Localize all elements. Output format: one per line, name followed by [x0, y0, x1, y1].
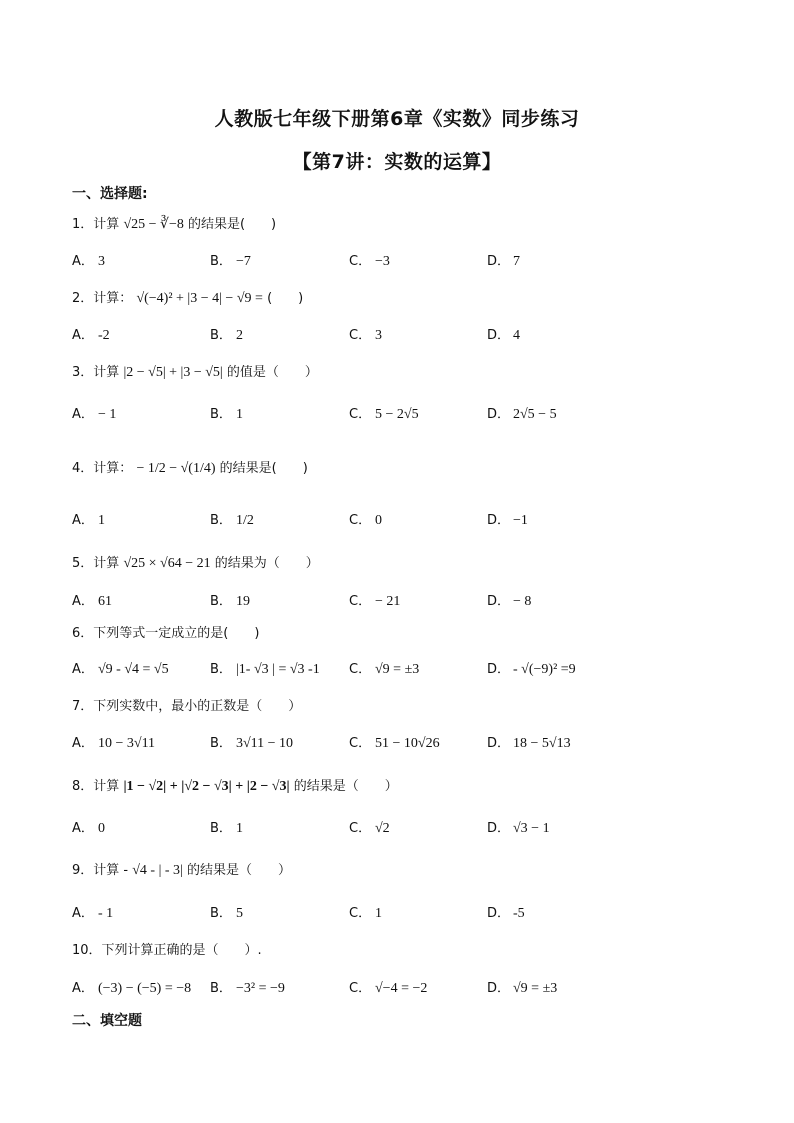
- option-a[interactable]: A． 61: [72, 594, 112, 609]
- question-3: [72, 361, 318, 381]
- question-expression: √25 × √64 − 21: [123, 556, 211, 571]
- question-number: 7．: [72, 699, 94, 714]
- option-d[interactable]: D． −1: [487, 513, 528, 528]
- options-8: [72, 817, 692, 841]
- question-stem-end: 的结果为（ ）: [214, 556, 319, 571]
- question-expression: √25 − ∛−8: [123, 217, 184, 232]
- option-d[interactable]: D． 4: [487, 328, 520, 343]
- option-a[interactable]: A． − 1: [72, 407, 117, 422]
- option-c[interactable]: C． −3: [349, 254, 390, 269]
- question-number: 5．: [72, 556, 94, 571]
- question-number: 1．: [72, 217, 94, 232]
- question-7: [72, 695, 301, 714]
- option-b[interactable]: B． 1: [210, 821, 243, 836]
- option-a[interactable]: A． -2: [72, 328, 110, 343]
- question-expression: √4 - | - 3|: [132, 863, 183, 878]
- option-b[interactable]: B． 1/2: [210, 513, 254, 528]
- question-stem-end: 的结果是( ): [187, 217, 277, 232]
- options-5: [72, 590, 692, 614]
- option-c[interactable]: C． √9 = ±3: [349, 662, 420, 677]
- question-8: [72, 775, 398, 795]
- option-d[interactable]: D． 7: [487, 254, 520, 269]
- option-a[interactable]: A． 1: [72, 513, 105, 528]
- option-a[interactable]: A． 10 − 3√11: [72, 736, 156, 751]
- question-10: [72, 939, 262, 958]
- options-7: [72, 732, 692, 756]
- option-c[interactable]: C． 1: [349, 906, 382, 921]
- option-b[interactable]: B． 5: [210, 906, 243, 921]
- question-number: 9．: [72, 863, 94, 878]
- option-a[interactable]: A． (−3) − (−5) = −8: [72, 981, 192, 996]
- option-c[interactable]: C． 5 − 2√5: [349, 407, 419, 422]
- question-number: 8．: [72, 779, 94, 794]
- question-stem-end: 的结果是( ): [219, 461, 308, 476]
- options-9: [72, 902, 692, 926]
- option-c[interactable]: C． − 21: [349, 594, 401, 609]
- question-stem-end: 的结果是（ ）: [187, 863, 292, 878]
- option-c[interactable]: C． 0: [349, 513, 382, 528]
- question-2: [72, 287, 303, 307]
- question-stem: 计算: [93, 217, 120, 232]
- question-4: [72, 457, 308, 477]
- option-a[interactable]: A． 0: [72, 821, 105, 836]
- option-c[interactable]: C． 3: [349, 328, 382, 343]
- option-b[interactable]: B． |1- √3 | = √3 -1: [210, 662, 320, 677]
- question-expression: √(−4)² + |3 − 4| − √9 =: [136, 291, 263, 306]
- option-d[interactable]: D． √9 = ±3: [487, 981, 558, 996]
- option-a[interactable]: A． - 1: [72, 906, 114, 921]
- question-stem-end: ( ): [267, 291, 304, 306]
- question-1: [72, 213, 276, 233]
- option-d[interactable]: D． − 8: [487, 594, 532, 609]
- option-d[interactable]: D． - √(−9)² =9: [487, 662, 576, 677]
- section-heading-fill: 二、填空题: [72, 1013, 142, 1029]
- options-6: [72, 658, 692, 682]
- question-stem: 计算：: [93, 461, 133, 476]
- option-a[interactable]: A． √9 - √4 = √5: [72, 662, 169, 677]
- section-heading-choice: 一、选择题:: [72, 186, 148, 202]
- question-stem-end: 的值是（ ）: [226, 365, 318, 380]
- option-a[interactable]: A． 3: [72, 254, 105, 269]
- question-number: 10．: [72, 943, 102, 958]
- question-number: 3．: [72, 365, 94, 380]
- option-b[interactable]: B． 19: [210, 594, 250, 609]
- question-stem: 计算: [93, 779, 120, 794]
- question-stem: 下列计算正确的是（ ）.: [101, 943, 262, 958]
- question-9: [72, 859, 291, 879]
- option-c[interactable]: C． √2: [349, 821, 390, 836]
- option-b[interactable]: B． 2: [210, 328, 243, 343]
- question-stem: 下列实数中，最小的正数是（ ）: [93, 699, 302, 714]
- question-expression: |2 − √5| + |3 − √5|: [123, 365, 223, 380]
- question-expression: − 1/2 − √(1/4): [136, 461, 216, 476]
- option-d[interactable]: D． 18 − 5√13: [487, 736, 571, 751]
- question-6: [72, 622, 259, 641]
- page-title: 人教版七年级下册第6章《实数》同步练习: [214, 108, 580, 130]
- options-4: [72, 509, 692, 533]
- question-number: 2．: [72, 291, 94, 306]
- option-d[interactable]: D． 2√5 − 5: [487, 407, 557, 422]
- question-stem: 计算: [93, 556, 120, 571]
- options-3: [72, 403, 692, 427]
- page-subtitle: 【第7讲：实数的运算】: [292, 151, 502, 173]
- question-stem: 下列等式一定成立的是( ): [93, 626, 260, 641]
- option-b[interactable]: B． −7: [210, 254, 251, 269]
- question-stem: 计算: [93, 365, 120, 380]
- options-2: [72, 324, 692, 348]
- question-stem-end: 的结果是（ ）: [293, 779, 398, 794]
- option-c[interactable]: C． 51 − 10√26: [349, 736, 440, 751]
- option-b[interactable]: B． 3√11 − 10: [210, 736, 294, 751]
- options-1: [72, 250, 692, 274]
- question-5: [72, 552, 319, 572]
- question-stem: 计算 -: [93, 863, 133, 878]
- question-stem: 计算：: [93, 291, 133, 306]
- option-d[interactable]: D． √3 − 1: [487, 821, 550, 836]
- option-c[interactable]: C． √−4 = −2: [349, 981, 428, 996]
- option-b[interactable]: B． 1: [210, 407, 243, 422]
- question-number: 4．: [72, 461, 94, 476]
- option-b[interactable]: B． −3² = −9: [210, 981, 285, 996]
- question-number: 6．: [72, 626, 94, 641]
- option-d[interactable]: D． -5: [487, 906, 525, 921]
- options-10: [72, 977, 692, 1001]
- question-expression: |1 − √2| + |√2 − √3| + |2 − √3|: [123, 779, 290, 794]
